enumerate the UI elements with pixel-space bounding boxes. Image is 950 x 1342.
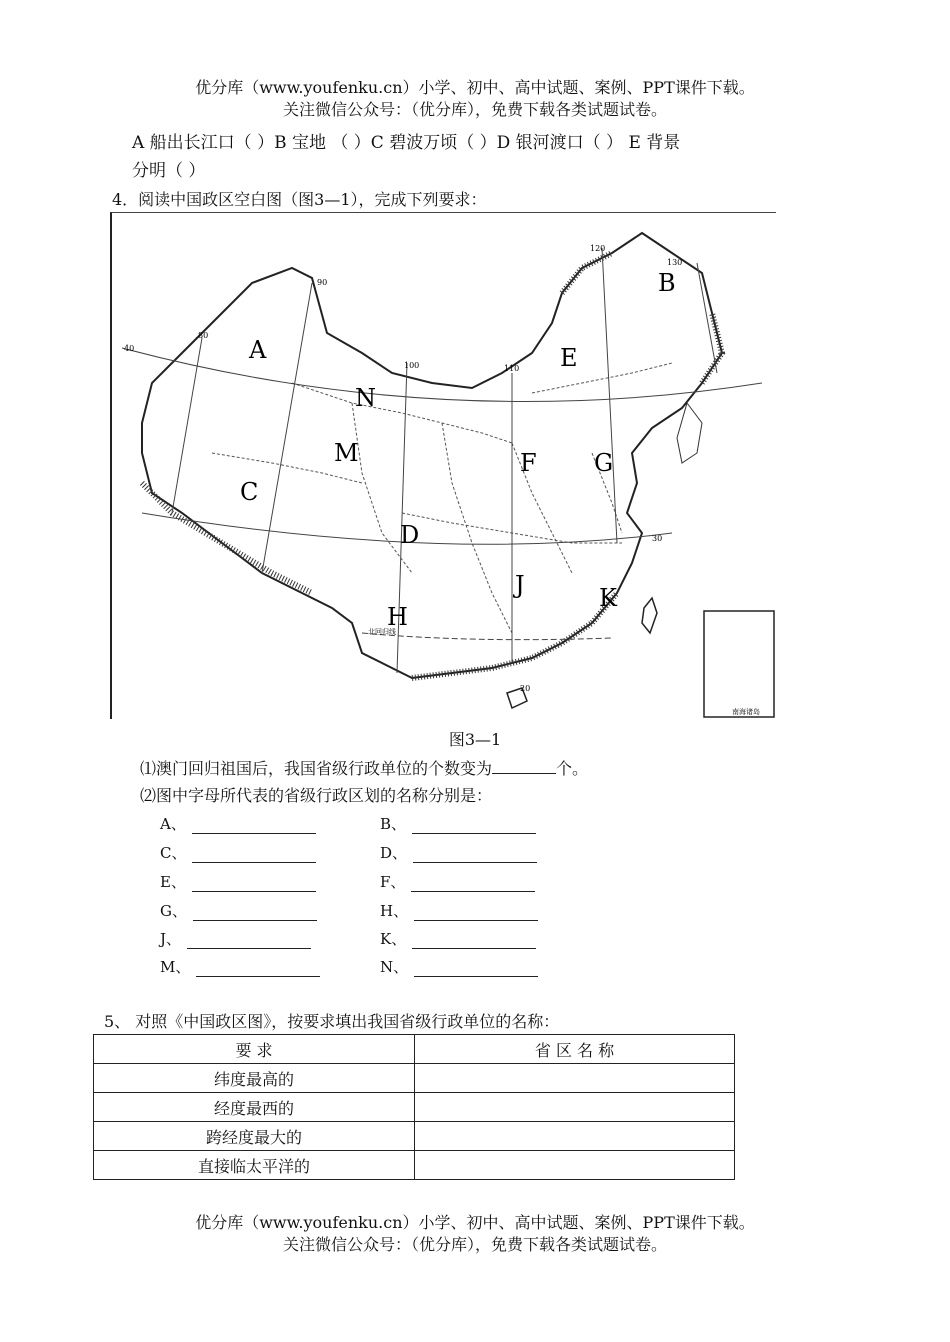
answer-line[interactable] <box>196 960 320 977</box>
table-cell-answer[interactable] <box>415 1151 735 1180</box>
answer-j[interactable] <box>160 928 311 949</box>
map-letter-d: D <box>400 521 420 549</box>
q5-title: 5、 对照《中国政区图》，按要求填出我国省级行政单位的名称： <box>104 1012 560 1031</box>
table-row <box>94 1064 735 1093</box>
answer-label: E、 <box>160 873 186 891</box>
answer-line[interactable] <box>414 960 538 977</box>
q4-title: 4．阅读中国政区空白图（图3—1），完成下列要求： <box>112 190 487 209</box>
q4-sub1 <box>140 756 588 779</box>
table-header-row <box>94 1035 735 1064</box>
answer-f[interactable] <box>380 871 535 892</box>
answer-line[interactable] <box>414 904 538 921</box>
table-header-requirement: 要 求 <box>94 1035 415 1064</box>
q4-sub2: ⑵图中字母所代表的省级行政区划的名称分别是： <box>140 786 493 805</box>
answer-b[interactable] <box>380 813 536 834</box>
map-letter-e: E <box>560 344 578 372</box>
answer-k[interactable] <box>380 928 536 949</box>
answer-line[interactable] <box>187 932 311 949</box>
table-cell-requirement: 直接临太平洋的 <box>94 1151 415 1180</box>
answer-label: C、 <box>160 844 187 862</box>
map-letter-n: N <box>355 384 376 412</box>
map-letter-c: C <box>240 478 259 506</box>
map-letter-f: F <box>520 449 537 477</box>
answer-label: H、 <box>380 902 409 920</box>
answer-line[interactable] <box>411 875 535 892</box>
table-cell-answer[interactable] <box>415 1122 735 1151</box>
map-label-nanhai: 南海诸岛 <box>732 708 760 716</box>
answer-line[interactable] <box>192 875 316 892</box>
china-political-map <box>110 212 776 719</box>
answer-label: J、 <box>160 930 182 948</box>
map-label-100: 100 <box>404 361 420 370</box>
table-cell-answer[interactable] <box>415 1064 735 1093</box>
answer-label: N、 <box>380 958 409 976</box>
header-line-1: 优分库（www.youfenku.cn）小学、初中、高中试题、案例、PPT课件下载。 <box>195 78 755 97</box>
table-row <box>94 1093 735 1122</box>
requirements-table <box>93 1034 735 1180</box>
answer-h[interactable] <box>380 900 538 921</box>
map-label-110: 110 <box>504 364 520 373</box>
q4-sub1-prefix: ⑴澳门回归祖国后，我国省级行政单位的个数变为 <box>140 759 493 778</box>
map-label-40: 40 <box>124 344 135 353</box>
answer-label: G、 <box>160 902 187 920</box>
map-letter-k: K <box>599 584 617 612</box>
map-letter-h: H <box>387 603 408 631</box>
map-label-120: 120 <box>590 244 606 253</box>
answer-d[interactable] <box>380 842 537 863</box>
map-label-30: 30 <box>652 534 663 543</box>
answer-label: B、 <box>380 815 407 833</box>
map-label-20: 20 <box>520 684 531 693</box>
answer-c[interactable] <box>160 842 316 863</box>
table-row <box>94 1151 735 1180</box>
answer-a[interactable] <box>160 813 316 834</box>
table-cell-requirement: 经度最西的 <box>94 1093 415 1122</box>
q3-options-line-1: A 船出长江口（ ）B 宝地 （ ）C 碧波万顷（ ）D 银河渡口（ ） E 背景 <box>132 133 681 153</box>
answer-label: M、 <box>160 958 191 976</box>
answer-label: F、 <box>380 873 406 891</box>
footer-line-2: 关注微信公众号：（优分库），免费下载各类试题试卷。 <box>282 1235 667 1254</box>
map-label-90: 90 <box>317 278 328 287</box>
answer-line[interactable] <box>192 846 316 863</box>
answer-n[interactable] <box>380 956 538 977</box>
map-svg <box>112 213 776 719</box>
answer-line[interactable] <box>413 846 537 863</box>
answer-e[interactable] <box>160 871 316 892</box>
answer-line[interactable] <box>412 932 536 949</box>
header-line-2: 关注微信公众号：（优分库），免费下载各类试题试卷。 <box>282 100 667 119</box>
table-cell-requirement: 纬度最高的 <box>94 1064 415 1093</box>
answer-line[interactable] <box>192 817 316 834</box>
map-label-tropic: 北回归线 <box>368 628 396 636</box>
map-letter-j: J <box>515 571 525 599</box>
map-letter-g: G <box>594 449 614 477</box>
q4-sub1-suffix: 个。 <box>556 759 589 778</box>
map-letter-a: A <box>249 336 267 364</box>
map-letter-m: M <box>334 439 359 467</box>
table-row <box>94 1122 735 1151</box>
table-header-province: 省 区 名 称 <box>415 1035 735 1064</box>
table-cell-requirement: 跨经度最大的 <box>94 1122 415 1151</box>
answer-m[interactable] <box>160 956 320 977</box>
answer-label: D、 <box>380 844 408 862</box>
q4-sub1-blank[interactable] <box>492 757 556 774</box>
map-letter-b: B <box>658 269 676 297</box>
answer-label: A、 <box>160 815 186 833</box>
q3-options-line-2: 分明（ ） <box>132 161 206 181</box>
map-label-130: 130 <box>667 258 683 267</box>
answer-label: K、 <box>380 930 407 948</box>
answer-line[interactable] <box>193 904 317 921</box>
table-cell-answer[interactable] <box>415 1093 735 1122</box>
answer-g[interactable] <box>160 900 317 921</box>
answer-line[interactable] <box>412 817 536 834</box>
footer-line-1: 优分库（www.youfenku.cn）小学、初中、高中试题、案例、PPT课件下载。 <box>195 1213 755 1232</box>
map-label-80: 80 <box>198 331 209 340</box>
map-caption: 图3—1 <box>448 730 502 749</box>
